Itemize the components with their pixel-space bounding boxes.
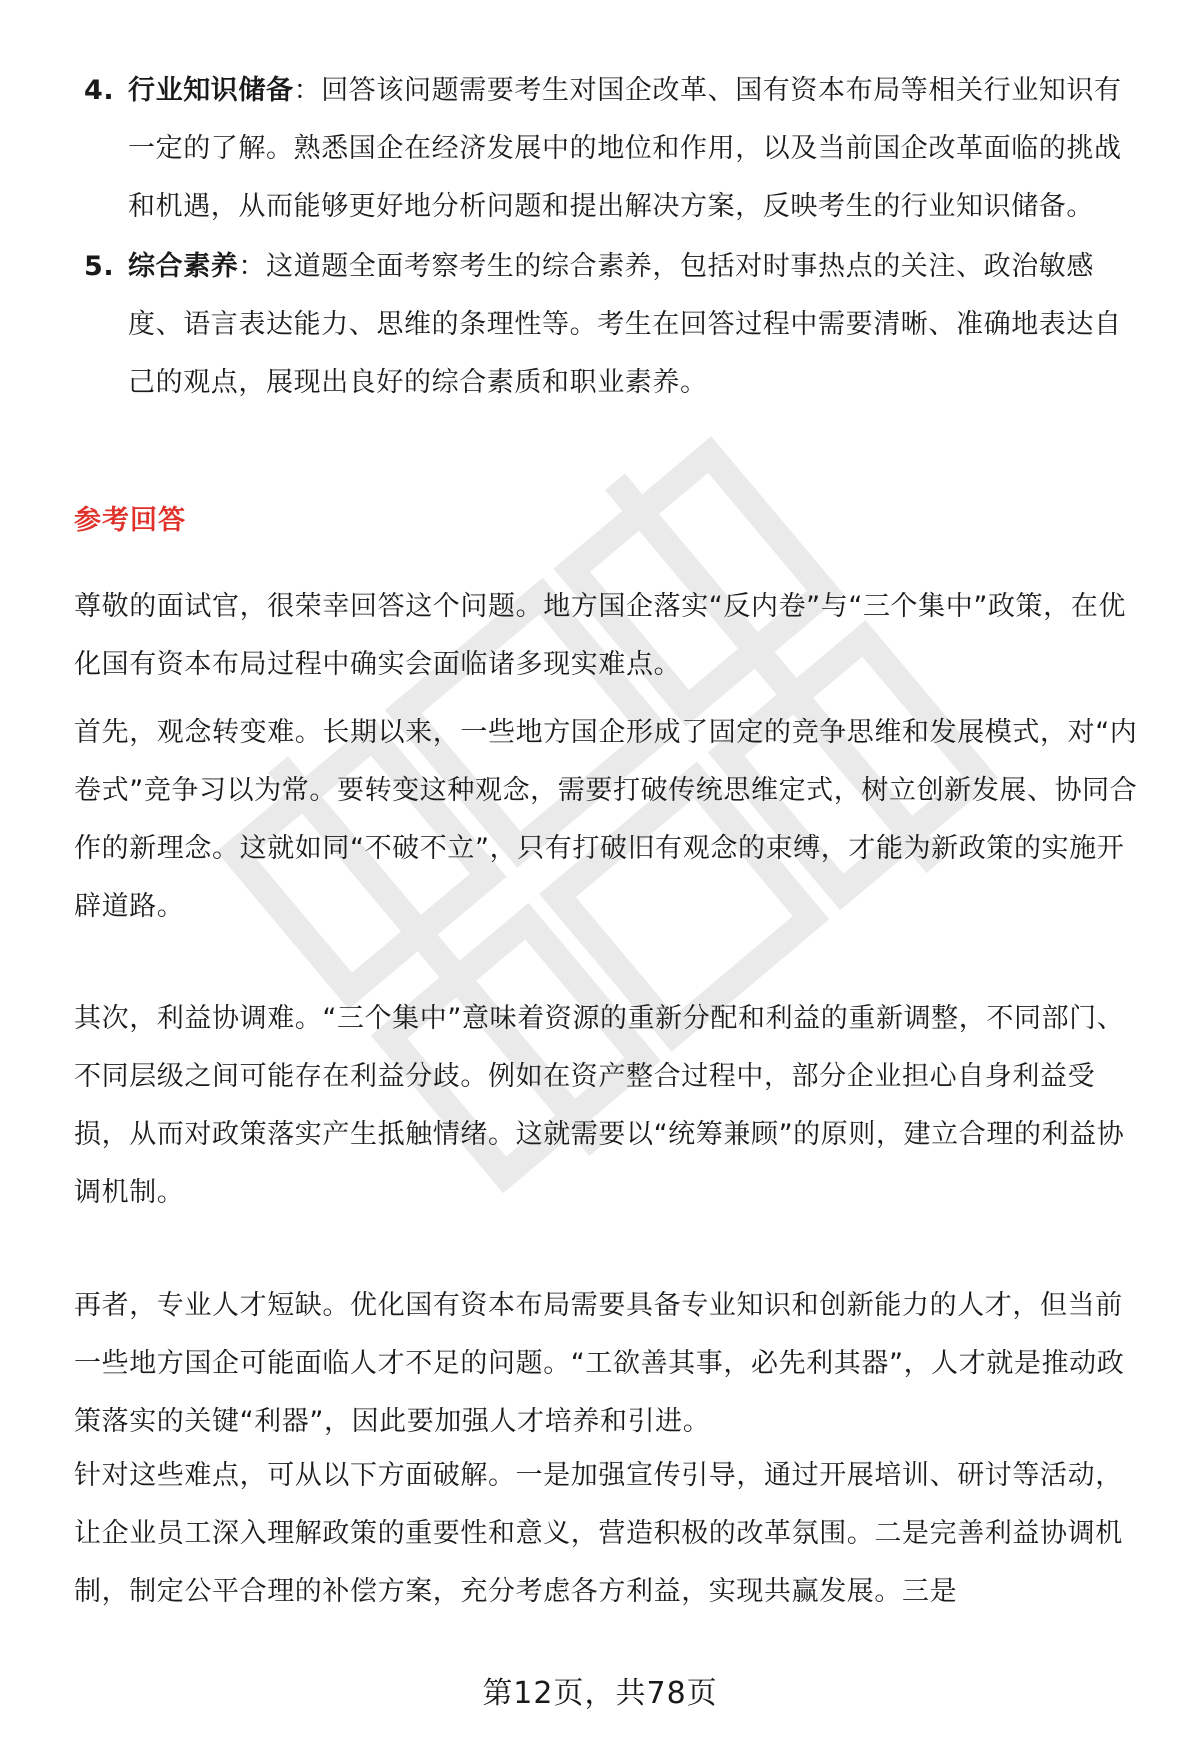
paragraph-second: 其次，利益协调难。“三个集中”意味着资源的重新分配和利益的重新调整，不同部门、不同层级之间可能存在利益分歧。例如在资产整合过程中，部分企业担心自身利益受损，从而对政策落实产生抵触情绪。这就需要以“统筹兼顾”的原则，建立合理的利益协调机制。 [74,1003,1125,1208]
paragraph-third: 再者，专业人才短缺。优化国有资本布局需要具备专业知识和创新能力的人才，但当前一些地方国企可能面临人才不足的问题。“工欲善其事，必先利其器”，人才就是推动政策落实的关键“利器”，因此要加强人才培养和引进。 [74,1290,1125,1437]
list-number: 5. [84,251,115,282]
page-number-footer: 第12页，共78页 [482,1676,718,1711]
paragraph-intro: 尊敬的面试官，很荣幸回答这个问题。地方国企落实“反内卷”与“三个集中”政策，在优化国有资本布局过程中确实会面临诸多现实难点。 [74,591,1126,680]
paragraph-first: 首先，观念转变难。长期以来，一些地方国企形成了固定的竞争思维和发展模式，对“内卷式”竞争习以为常。要转变这种观念，需要打破传统思维定式，树立创新发展、协同合作的新理念。这就如同“不破不立”，只有打破旧有观念的束缚，才能为新政策的实施开辟道路。 [74,717,1138,922]
paragraph-solutions: 针对这些难点，可从以下方面破解。一是加强宣传引导，通过开展培训、研讨等活动，让企业员工深入理解政策的重要性和意义，营造积极的改革氛围。二是完善利益协调机制，制定公平合理的补偿方案，充分考虑各方利益，实现共赢发展。三是 [74,1460,1123,1607]
list-item [70,238,1140,412]
list-item [70,62,1140,236]
list-term: 行业知识储备 [128,75,294,106]
numbered-list [70,62,1140,414]
section-heading: 参考回答 [74,505,186,536]
list-text: ：这道题全面考察考生的综合素养，包括对时事热点的关注、政治敏感度、语言表达能力、思维的条理性等。考生在回答过程中需要清晰、准确地表达自己的观点，展现出良好的综合素质和职业素养。 [128,251,1122,398]
list-text: ：回答该问题需要考生对国企改革、国有资本布局等相关行业知识有一定的了解。熟悉国企在经济发展中的地位和作用，以及当前国企改革面临的挑战和机遇，从而能够更好地分析问题和提出解决方案，反映考生的行业知识储备。 [128,75,1122,222]
list-number: 4. [84,75,115,106]
list-term: 综合素养 [128,251,239,282]
